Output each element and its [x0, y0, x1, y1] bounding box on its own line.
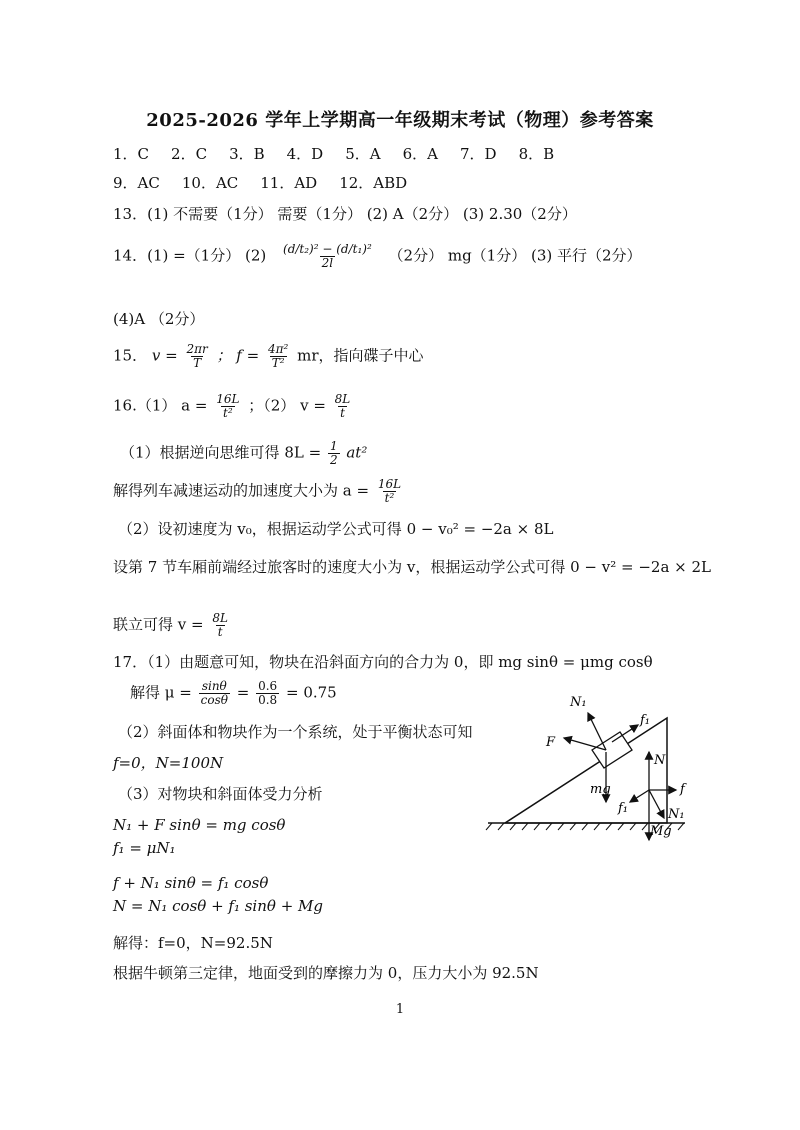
q15-f-fraction [266, 343, 290, 370]
label-mg: mg [590, 782, 611, 797]
q16-step2-num: 16L [377, 477, 402, 491]
q16-step1 [120, 440, 367, 467]
q17-mu-text: 解得 μ = [130, 683, 192, 702]
q16-head-v: ；（2） v = [248, 396, 326, 415]
q16-step2-text: 解得列车减速运动的加速度大小为 a = [113, 481, 370, 500]
q14-numerator: (d/t₂)² − (d/t₁)² [283, 242, 372, 256]
q15-f-num: 4π² [267, 342, 289, 356]
q14-label: 14．(1) =（1分） (2) [113, 246, 267, 265]
q16-step3: （2）设初速度为 v₀，根据运动学公式可得 0 − v₀² = −2a × 8L [118, 520, 554, 538]
arrow-n1-reaction [649, 790, 664, 818]
page-title: 2025-2026 学年上学期高一年级期末考试（物理）参考答案 [146, 110, 654, 131]
mc-answer: 3．B [229, 145, 265, 163]
q15-v: v = [151, 346, 178, 365]
q16-step2-den: t² [384, 491, 395, 505]
label-f1: f₁ [640, 713, 651, 728]
q16-half-den: 2 [329, 453, 338, 467]
q15-f-tail: mr，指向碟子中心 [297, 346, 424, 365]
q16-a-fraction [214, 393, 241, 420]
label-f1-reaction: f₁ [618, 801, 629, 816]
q16-half [328, 440, 340, 467]
q17-line5: （3）对物块和斜面体受力分析 [118, 785, 323, 803]
mc-answer: 11．AD [260, 174, 318, 192]
q16-half-num: 1 [329, 439, 338, 453]
q16-head [113, 393, 354, 420]
q15-v-num: 2πr [186, 342, 208, 356]
q14-answer [113, 243, 642, 270]
q15-v-fraction [184, 343, 209, 370]
arrow-n1 [588, 713, 606, 750]
mc-answers-1-8 [113, 145, 576, 163]
force-diagram [480, 680, 700, 850]
q17-mu-result: = 0.75 [285, 683, 337, 702]
q17-eq3: f + N₁ sinθ = f₁ cosθ [113, 874, 269, 892]
q16-step5-text: 联立可得 v = [113, 615, 204, 634]
mc-answer: 5．A [345, 145, 381, 163]
q17-mu-frac2 [256, 680, 279, 707]
q17-mu-n2: 0.6 [258, 679, 278, 693]
mc-answer: 6．A [402, 145, 438, 163]
q14-rest: （2分） mg（1分） (3) 平行（2分） [388, 246, 642, 265]
q14-fraction [281, 243, 374, 270]
q17-mu-n1: sinθ [201, 679, 227, 693]
mc-answer: 9．AC [113, 174, 160, 192]
q16-step1-text: （1）根据逆向思维可得 8L = [120, 443, 322, 462]
mc-answer: 8．B [518, 145, 555, 163]
q13-answer: 13．(1) 不需要（1分） 需要（1分） (2) A（2分） (3) 2.30（2分） [113, 205, 577, 223]
q15-v-den: T [193, 356, 202, 370]
q17-mu-frac1 [199, 680, 230, 707]
mc-answer: 12．ABD [339, 174, 408, 192]
q16-step4: 设第 7 节车厢前端经过旅客时的速度大小为 v，根据运动学公式可得 0 − v² = −2a × 2L [113, 558, 711, 576]
q17-solution: 解得：f=0，N=92.5N [113, 934, 273, 952]
q14-part4: (4)A （2分） [113, 310, 205, 328]
q16-step1-tail: at² [346, 443, 368, 462]
q15-label: 15． [113, 346, 148, 365]
q14-denominator: 2l [321, 256, 334, 270]
q17-mu-d1: cosθ [200, 693, 228, 707]
q16-v-num: 8L [334, 392, 351, 406]
q16-head-a: 16.（1） a = [113, 396, 208, 415]
q15-f-den: T² [271, 356, 285, 370]
q16-step5-fraction [210, 612, 230, 639]
q17-line2 [130, 680, 337, 707]
q16-a-num: 16L [216, 392, 240, 406]
q16-step2-fraction [376, 478, 403, 505]
label-Mg: Mg [650, 824, 672, 839]
q16-step5-num: 8L [212, 611, 228, 625]
mc-answer: 10．AC [181, 174, 239, 192]
q16-a-den: t² [223, 406, 233, 420]
q17-line1: 17．（1）由题意可知，物块在沿斜面方向的合力为 0，即 mg sinθ = μmg cosθ [113, 653, 653, 671]
q16-step5 [113, 612, 232, 639]
label-N: N [654, 753, 666, 768]
label-N1-reaction: N₁ [668, 807, 685, 822]
mc-answer: 4．D [286, 145, 324, 163]
q17-eq4: N = N₁ cosθ + f₁ sinθ + Mg [113, 897, 323, 915]
mc-row-1 [113, 143, 576, 164]
arrow-F [564, 738, 606, 750]
q17-eq2: f₁ = μN₁ [113, 839, 176, 857]
q16-v-den: t [340, 406, 345, 420]
arrow-f1-reaction [630, 790, 649, 802]
q17-line3: （2）斜面体和物块作为一个系统，处于平衡状态可知 [118, 723, 473, 741]
label-f: f [680, 782, 685, 797]
q16-step5-den: t [217, 625, 223, 639]
q16-v-fraction [333, 393, 353, 420]
q17-conclusion: 根据牛顿第三定律，地面受到的摩擦力为 0，压力大小为 92.5N [113, 964, 539, 982]
q16-step2 [113, 478, 405, 505]
incline [505, 718, 667, 823]
mc-answers-9-12 [113, 174, 429, 192]
label-N1: N₁ [570, 695, 587, 710]
q15-f: ； f = [216, 346, 260, 365]
mc-answer: 2．C [171, 145, 208, 163]
mc-row-2 [113, 172, 429, 193]
q17-mu-d2: 0.8 [258, 693, 278, 707]
mc-answer: 7．D [460, 145, 497, 163]
page-number: 1 [395, 1002, 405, 1017]
mc-answer: 1．C [113, 145, 150, 163]
q17-mu-eq: = [236, 683, 250, 702]
label-F: F [546, 735, 556, 750]
q17-line4: f=0，N=100N [113, 754, 224, 772]
q17-eq1: N₁ + F sinθ = mg cosθ [113, 816, 286, 834]
q15-answer [113, 343, 424, 370]
